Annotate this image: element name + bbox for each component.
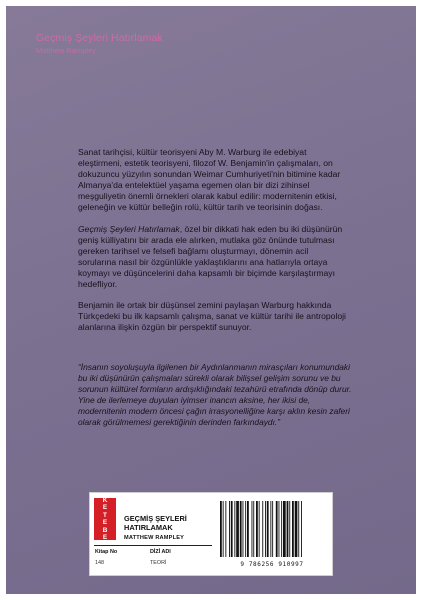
series-author: Matthew Rampley (36, 46, 97, 55)
barcode-bar (301, 501, 302, 557)
barcode-bar (252, 501, 253, 557)
barcode-bar (265, 501, 266, 557)
barcode-bar (292, 501, 294, 557)
logo-letter: B (102, 526, 108, 534)
barcode-bar (270, 501, 271, 557)
logo-letter: E (102, 534, 108, 541)
kitap-no-value: 148 (95, 560, 104, 566)
barcode-bar (245, 501, 246, 557)
logo-letter: E (102, 504, 108, 511)
book-title-line-1: GEÇMİŞ ŞEYLERİ (124, 514, 187, 523)
barcode-bar (276, 501, 278, 557)
quote (78, 362, 354, 427)
barcode-bar (240, 501, 242, 557)
barcode-bar (247, 501, 249, 557)
dizi-value: TEORİ (150, 560, 167, 566)
publisher-logo (94, 498, 116, 540)
blurb-paragraph-3: Benjamin ile ortak bir düşünsel zemini paylaşan Warburg hakkında Türkçedeki bu ilk kapsamlı çalışma, sanat ve kültür tarihi ile antropoloji alanlarına ilişkin özgün bir perspektif sunuyor. (78, 300, 346, 333)
series-title: Geçmiş Şeyleri Hatırlamak (36, 32, 163, 44)
isbn-number: 9 786256 910997 (240, 561, 304, 568)
barcode-bar (295, 501, 298, 557)
barcode-bar (283, 501, 286, 557)
back-cover (6, 6, 416, 594)
barcode-bar (272, 501, 273, 557)
barcode-bar (289, 501, 290, 557)
blurb-paragraph-2 (78, 224, 348, 291)
barcode-bar (259, 501, 260, 557)
barcode (218, 499, 326, 559)
blurb-paragraph-2-text: , özel bir dikkati hak eden bu iki düşünürün geniş külliyatını bir arada ele alırken, mutlaka göz önünde tutulması gereken tarihsel ve felsefi bağlamı oluşturmayı, dönemin acil sorularına nasıl bir özgünlükle yaklaştıklarını ana hatlarıyla ortaya koymayı ve düşüncelerini daha kapsamlı bir biçimde karşılaştırmayı hedefliyor. (78, 223, 343, 290)
barcode-bar (267, 501, 269, 557)
publisher-label (89, 492, 333, 576)
barcode-bar (253, 501, 254, 557)
logo-letter: K (102, 496, 108, 504)
barcode-bar (262, 501, 263, 557)
book-title-line-2: HATIRLAMAK (124, 522, 173, 532)
blurb-paragraph-1: Sanat tarihçisi, kültür teorisyeni Aby M. Warburg ile edebiyat eleştirmeni, estetik teorisyeni, filozof W. Benjamin'in çalışmaları, on dokuzuncu yüzyılın sonundan Weimar Cumhuriyeti'nin bitimine kadar Almanya'da entelektüel yaşama egemen olan bir dizi zihinsel meşguliyetin önemli örnekleri olarak kabul edilir: modernitenin etkisi, geleneğin ve kültür belleğin rolü, kültür tarih ve teorisinin doğası. (78, 147, 341, 213)
barcode-bar (236, 501, 239, 557)
barcode-bar (256, 501, 258, 557)
barcode-bar (223, 501, 224, 557)
barcode-bar (298, 501, 299, 557)
italic-title: Geçmiş Şeyleri Hatırlamak (78, 223, 180, 234)
logo-letter: E (102, 519, 108, 526)
barcode-bar (234, 501, 235, 557)
barcode-bar (220, 501, 222, 557)
barcode-bar (281, 501, 282, 557)
blurb (78, 147, 348, 343)
kitap-no-label: Kitap No (95, 549, 118, 555)
barcode-bar (225, 501, 226, 557)
dizi-label: DİZİ ADI (150, 549, 171, 555)
barcode-bar (279, 501, 280, 557)
quote-text: “İnsanın soyoluşuyla ilgilenen bir Aydınlanmanın mirasçıları konumundaki bu iki düşünürün çalışmaları sürekli olarak bilişsel gelişim sorunu ve bu sorunun kültürel formların ardışıklığındaki tezahürü etrafında dönüp durur. Yine de ilerlemeye duyulan iyimser inancın aksine, her ikisi de, modernitenin modern öncesi çağın irrasyonelliğine karşı aklın kesin zaferi olarak görülmemesi gerektiğinin derinden farkındaydı.” (78, 362, 352, 427)
barcode-bar (243, 501, 244, 557)
barcode-bar (287, 501, 289, 557)
book-title (124, 515, 187, 532)
divider (94, 545, 212, 546)
barcode-bar (229, 501, 230, 557)
book-author: MATTHEW RAMPLEY (124, 535, 185, 541)
barcode-bar (231, 501, 233, 557)
logo-letter: T (103, 511, 107, 519)
